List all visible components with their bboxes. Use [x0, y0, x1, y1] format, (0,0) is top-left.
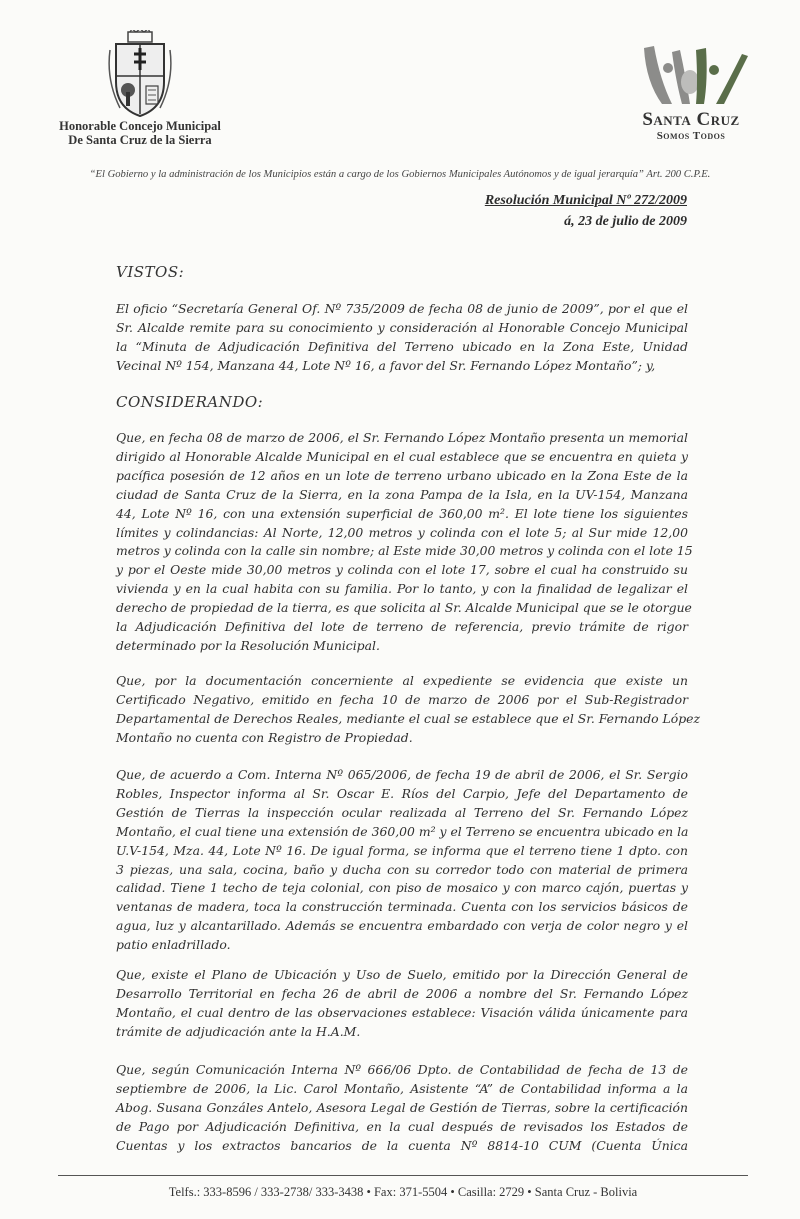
considerando-paragraph-1 — [116, 429, 693, 656]
text-line: Que, existe el Plano de Ubicación y Uso de Suelo, emitido por la Dirección General de — [116, 967, 688, 982]
text-line: ventanas de madera, toca la construcción terminada. Cuenta con los servicios básicos de — [116, 899, 688, 915]
text-line: 44, Lote Nº 16, con una extensión superficial de 360,00 m². El lote tiene los siguientes — [116, 505, 688, 521]
text-line: El oficio “Secretaría General Of. Nº 735/2009 de fecha 08 de junio de 2009”, por el que el — [116, 301, 688, 316]
text-line: Desarrollo Territorial en fecha 26 de abril de 2006 a nombre del Sr. Fernando López — [116, 985, 688, 1001]
text-line: metros y colinda con la calle sin nombre; al Este mide 30,00 metros y colinda con el lote 15 — [116, 543, 693, 559]
text-line: Sr. Alcalde remite para su conocimiento y consideración al Honorable Concejo Municipal — [116, 319, 688, 335]
logo-subtitle: Somos Todos — [656, 130, 726, 142]
text-line: la Adjudicación Definitiva del lote de terreno de referencia, previo trámite de rigor — [116, 619, 688, 635]
footer-contact: Telfs.: 333-8596 / 333-2738/ 333-3438 • Fax: 371-5504 • Casilla: 2729 • Santa Cruz - Bolivia — [168, 1185, 638, 1199]
text-line: trámite de adjudicación ante la H.A.M. — [116, 1023, 361, 1039]
text-line: patio enladrillado. — [116, 937, 231, 953]
text-line: Montaño, el cual tiene una extensión de 360,00 m² y el Terreno se encuentra ubicado en la — [116, 823, 689, 839]
text-line: Departamental de Derechos Reales, mediante el cual se establece que el Sr. Fernando López — [116, 710, 701, 726]
text-line: Que, en fecha 08 de marzo de 2006, el Sr. Fernando López Montaño presenta un memorial — [116, 430, 688, 445]
text-line: agua, luz y alcantarillado. Además se encuentra embardado con verja de color negro y el — [116, 918, 688, 934]
resolution-title: Resolución Municipal Nº 272/2009 — [484, 193, 687, 208]
resolution-date: á, 23 de julio de 2009 — [564, 214, 687, 229]
text-line: Robles, Inspector informa al Sr. Oscar E. Ríos del Carpio, Jefe del Departamento de — [116, 785, 688, 801]
coat-of-arms-icon — [106, 30, 174, 118]
text-line: derecho de propiedad de la tierra, es que solicita al Sr. Alcalde Municipal que se le otorgue — [116, 600, 692, 616]
text-line: límites y colindancias: Al Norte, 12,00 metros y colinda con el lote 5; al Sur mide 12,00 — [116, 524, 688, 540]
text-line: Montaño no cuenta con Registro de Propiedad. — [116, 729, 413, 745]
constitution-motto: “El Gobierno y la administración de los Municipios están a cargo de los Gobiernos Municipales Autónomos y de igual jerarquía” Art. 200 C.P.E. — [89, 169, 711, 180]
text-line: Certificado Negativo, emitido en fecha 10 de marzo de 2006 por el Sub-Registrador — [116, 691, 688, 707]
text-line: la “Minuta de Adjudicación Definitiva del Terreno ubicado en la Zona Este, Unidad — [116, 338, 688, 354]
santa-cruz-logo — [632, 42, 750, 150]
text-line: calidad. Tiene 1 techo de teja colonial, con piso de mosaico y con marco cajón, puertas y — [116, 880, 688, 896]
considerando-paragraph-5 — [116, 1061, 688, 1156]
text-line: ciudad de Santa Cruz de la Sierra, en la zona Pampa de la Isla, en la UV-154, Manzana — [116, 486, 688, 502]
figures-logo-icon — [632, 42, 750, 114]
text-line: dirigido al Honorable Alcalde Municipal en el cual establece que se encuentra en quieta y — [116, 448, 688, 464]
considerando-paragraph-3 — [116, 766, 688, 955]
considerando-paragraph-4 — [116, 966, 688, 1042]
vistos-paragraph — [116, 300, 688, 376]
text-line: y por el Oeste mide 30,00 metros y colinda con el lote 17, sobre el cual ha construido su — [116, 562, 688, 578]
logo-title: Santa Cruz — [642, 109, 740, 130]
vistos-heading: VISTOS: — [116, 263, 185, 281]
text-line: Cuentas y los extractos bancarios de la cuenta Nº 8814-10 CUM (Cuenta Única — [116, 1137, 688, 1153]
text-line: Que, según Comunicación Interna Nº 666/06 Dpto. de Contabilidad de fecha de 13 de — [116, 1062, 688, 1077]
logo-text — [632, 110, 750, 142]
text-line: Gestión de Tierras la inspección ocular realizada al Terreno del Sr. Fernando López — [116, 804, 688, 820]
text-line: Abog. Susana Gonzáles Antelo, Asesora Legal de Gestión de Tierras, sobre la certificación — [116, 1099, 688, 1115]
considerando-paragraph-2 — [116, 672, 701, 748]
text-line: 3 piezas, una sala, cocina, baño y ducha con su corredor todo con material de primera — [116, 861, 688, 877]
text-line: Que, por la documentación concerniente al expediente se evidencia que existe un — [116, 673, 688, 688]
text-line: septiembre de 2006, la Lic. Carol Montaño, Asistente “A” de Contabilidad informa a la — [116, 1080, 688, 1096]
text-line: Vecinal Nº 154, Manzana 44, Lote Nº 16, a favor del Sr. Fernando López Montaño”; y, — [116, 357, 656, 373]
text-line: pacífica posesión de 12 años en un lote de terreno urbano ubicado en la Zona Este de la — [116, 467, 688, 483]
council-line-2: De Santa Cruz de la Sierra — [68, 133, 212, 147]
text-line: Que, de acuerdo a Com. Interna Nº 065/2006, de fecha 19 de abril de 2006, el Sr. Sergio — [116, 767, 688, 782]
text-line: de Pago por Adjudicación Definitiva, en la cual después de revisados los Estados de — [116, 1118, 688, 1134]
text-line: Montaño, el cual dentro de las observaciones establece: Visación válida únicamente para — [116, 1004, 688, 1020]
council-name — [40, 119, 240, 147]
considerando-heading: CONSIDERANDO: — [116, 393, 264, 411]
text-line: vivienda y en la cual habita con su familia. Por lo tanto, y con la finalidad de legalizar el — [116, 581, 688, 597]
text-line: U.V-154, Mza. 44, Lote Nº 16. De igual forma, se informa que el terreno tiene 1 dpto. con — [116, 842, 688, 858]
text-line: determinado por la Resolución Municipal. — [116, 637, 380, 653]
council-line-1: Honorable Concejo Municipal — [59, 119, 221, 133]
footer-divider — [58, 1175, 748, 1176]
